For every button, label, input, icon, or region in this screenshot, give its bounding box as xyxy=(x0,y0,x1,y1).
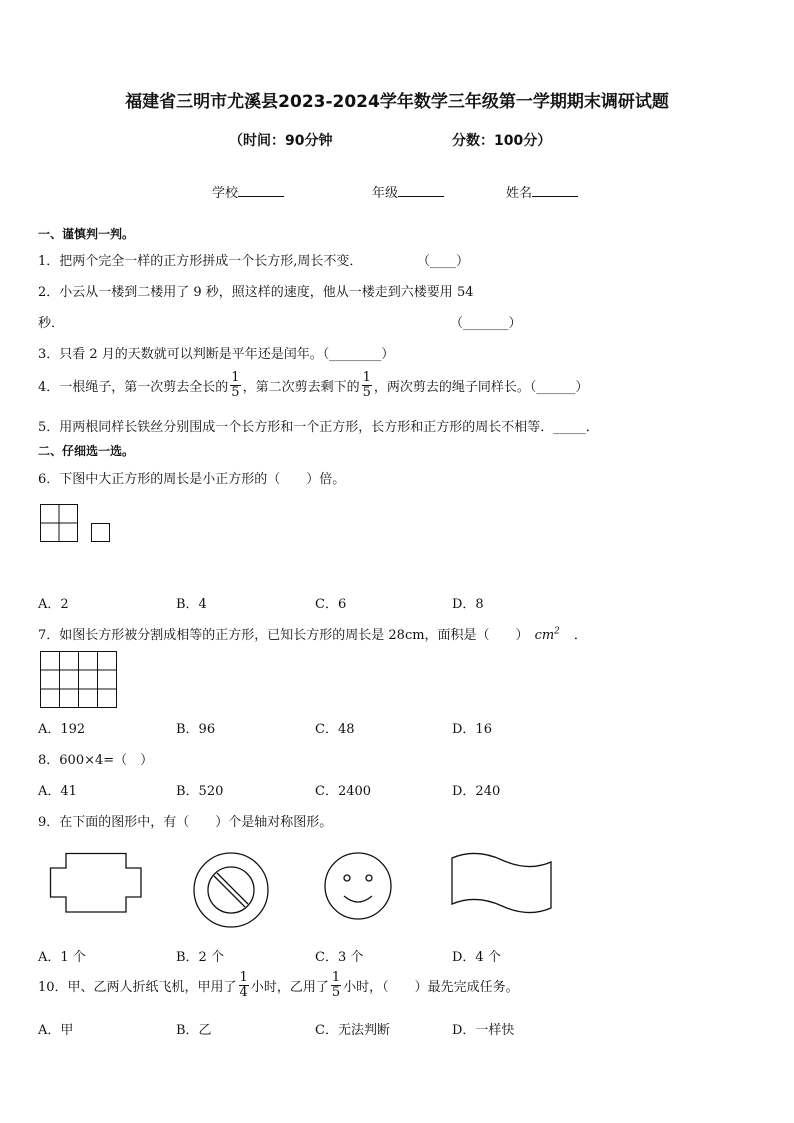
question-10 xyxy=(38,971,519,1000)
page-title: 福建省三明市尤溪县2023-2024学年数学三年级第一学期期末调研试题 xyxy=(125,92,669,112)
question-8: 8．600×4=（ ） xyxy=(38,753,154,768)
section2-title: 二、仔细选一选。 xyxy=(38,444,135,458)
q7-option-d[interactable]: D．16 xyxy=(452,722,492,737)
q9-smiley-face-icon xyxy=(324,852,392,920)
q10-fraction-1: $\frac{1}{4}$ xyxy=(239,970,248,1000)
q10-fraction-2: $\frac{1}{5}$ xyxy=(331,970,341,1000)
question-4 xyxy=(38,371,588,400)
question-2-blank[interactable]: （_______） xyxy=(450,316,522,331)
question-2-line1: 2．小云从一楼到二楼用了 9 秒，照这样的速度，他从一楼走到六楼要用 54 xyxy=(38,285,474,300)
q4-fraction-2: $\frac{1}{5}$ xyxy=(362,370,371,400)
q6-option-c[interactable]: C．6 xyxy=(315,597,347,612)
question-1-blank[interactable]: （____） xyxy=(417,254,470,269)
grade-field[interactable] xyxy=(372,182,444,201)
q9-option-a[interactable]: A．1 个 xyxy=(38,950,86,965)
q9-option-d[interactable]: D．4 个 xyxy=(452,950,501,965)
name-label: 姓名 xyxy=(506,186,533,201)
q6-small-square xyxy=(92,524,110,542)
q7-unit-exponent: 2 xyxy=(554,626,560,637)
q9-cross-shape-icon xyxy=(50,853,142,913)
q10-part1: 10．甲、乙两人折纸飞机，甲用了 xyxy=(38,980,237,995)
grade-blank[interactable] xyxy=(398,184,444,197)
q10-part2: 小时，乙用了 xyxy=(250,980,329,995)
name-field[interactable] xyxy=(506,182,578,201)
q8-option-a[interactable]: A．41 xyxy=(38,784,77,799)
q6-option-b[interactable]: B．4 xyxy=(176,597,207,612)
q8-option-c[interactable]: C．2400 xyxy=(315,784,372,799)
q9-option-b[interactable]: B．2 个 xyxy=(176,950,224,965)
q9-flag-shape-icon xyxy=(450,854,554,920)
q9-option-c[interactable]: C．3 个 xyxy=(315,950,364,965)
grade-label: 年级 xyxy=(372,186,399,201)
q10-option-c[interactable]: C．无法判断 xyxy=(315,1023,390,1038)
school-blank[interactable] xyxy=(238,184,284,197)
q10-option-b[interactable]: B．乙 xyxy=(176,1023,212,1038)
q7-option-c[interactable]: C．48 xyxy=(315,722,355,737)
q4-part2: ，第二次剪去剩下的 xyxy=(242,380,360,395)
name-blank[interactable] xyxy=(532,184,578,197)
q10-option-d[interactable]: D．一样快 xyxy=(452,1023,515,1038)
q8-option-b[interactable]: B．520 xyxy=(176,784,224,799)
question-2-line2: 秒． xyxy=(38,316,65,331)
q10-part3: 小时，（ ）最先完成任务。 xyxy=(343,980,519,995)
q9-no-entry-sign-icon xyxy=(193,852,269,928)
q6-option-d[interactable]: D．8 xyxy=(452,597,484,612)
q6-option-a[interactable]: A．2 xyxy=(38,597,69,612)
exam-score: 分数：100分） xyxy=(452,133,552,149)
question-5: 5．用两根同样长铁丝分别围成一个长方形和一个正方形，长方形和正方形的周长不相等．_____． xyxy=(38,420,599,435)
q4-part3: ，两次剪去的绳子同样长。（______） xyxy=(373,380,589,395)
question-7: 7．如图长方形被分割成相等的正方形，已知长方形的周长是 28cm，面积是（ ） $cm^2$ ． xyxy=(38,626,587,643)
exam-time: （时间：90分钟 xyxy=(229,133,333,149)
question-6: 6．下图中大正方形的周长是小正方形的（ ）倍。 xyxy=(38,472,346,487)
school-field[interactable] xyxy=(212,182,284,201)
q10-option-a[interactable]: A．甲 xyxy=(38,1023,74,1038)
q7-unit: cm xyxy=(534,628,555,643)
q8-option-d[interactable]: D．240 xyxy=(452,784,501,799)
question-9: 9．在下面的图形中，有（ ）个是轴对称图形。 xyxy=(38,815,333,830)
q4-fraction-1: $\frac{1}{5}$ xyxy=(231,370,240,400)
q7-option-a[interactable]: A．192 xyxy=(38,722,86,737)
section1-title: 一、谨慎判一判。 xyxy=(38,227,135,241)
q7-option-b[interactable]: B．96 xyxy=(176,722,216,737)
question-1: 1．把两个完全一样的正方形拼成一个长方形,周长不变． xyxy=(38,254,363,269)
school-label: 学校 xyxy=(212,186,239,201)
q6-squares-figure xyxy=(40,504,120,544)
q4-part1: 4．一根绳子，第一次剪去全长的 xyxy=(38,380,229,395)
q7-grid-figure xyxy=(40,651,118,709)
question-3: 3．只看 2 月的天数就可以判断是平年还是闰年。（________） xyxy=(38,347,395,362)
